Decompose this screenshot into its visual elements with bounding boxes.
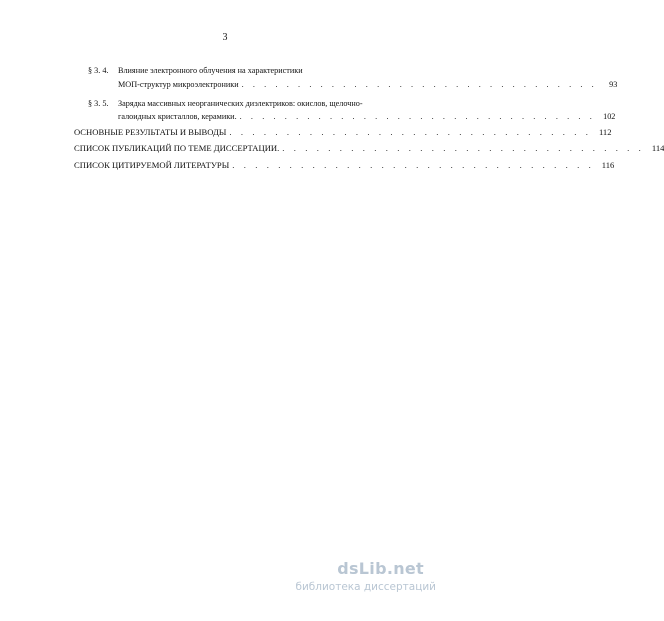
watermark	[256, 559, 436, 599]
toc-entry[interactable]	[74, 160, 615, 170]
dot-leader: . . . . . . . . . . . . . . . . . . . . . . . . . . . . . . . .	[229, 127, 592, 137]
chapter-title: ОСНОВНЫЕ РЕЗУЛЬТАТЫ И ВЫВОДЫ	[74, 127, 227, 137]
dot-leader: . . . . . . . . . . . . . . . . . . . . . . . . . . . . . . . .	[282, 143, 645, 153]
section-number: § 3. 4.	[88, 66, 109, 75]
toc-entry[interactable]	[118, 80, 618, 90]
dot-leader: . . . . . . . . . . . . . . . . . . . . . . . . . . . . . . . .	[239, 112, 596, 121]
toc-entry[interactable]	[74, 127, 612, 137]
page-ref: 93	[609, 80, 618, 89]
dot-leader: . . . . . . . . . . . . . . . . . . . . . . . . . . . . . . . .	[241, 80, 598, 89]
page-number: 3	[222, 32, 228, 43]
chapter-title: СПИСОК ЦИТИРУЕМОЙ ЛИТЕРАТУРЫ	[74, 160, 230, 170]
toc-entry[interactable]	[118, 112, 616, 122]
section-title-line: Зарядка массивных неорганических диэлектриков: окислов, щелочно-	[118, 99, 363, 108]
chapter-title: СПИСОК ПУБЛИКАЦИЙ ПО ТЕМЕ ДИССЕРТАЦИИ.	[74, 143, 280, 153]
section-title-line: Влияние электронного облучения на характеристики	[118, 66, 303, 75]
page-ref: 112	[598, 127, 612, 137]
watermark-logo: dsLib.net	[337, 559, 424, 578]
section-number: § 3. 5.	[88, 99, 109, 108]
page-ref: 114	[651, 143, 664, 153]
page-ref: 116	[601, 160, 615, 170]
page-ref: 102	[603, 112, 616, 121]
toc-entry[interactable]	[74, 143, 664, 153]
section-title-line: МОП-структур микроэлектроники	[118, 80, 239, 89]
dot-leader: . . . . . . . . . . . . . . . . . . . . . . . . . . . . . . . .	[232, 160, 595, 170]
section-title-line: галоидных кристаллов, керамики.	[118, 112, 237, 121]
watermark-tagline: библиотека диссертаций	[295, 581, 436, 593]
